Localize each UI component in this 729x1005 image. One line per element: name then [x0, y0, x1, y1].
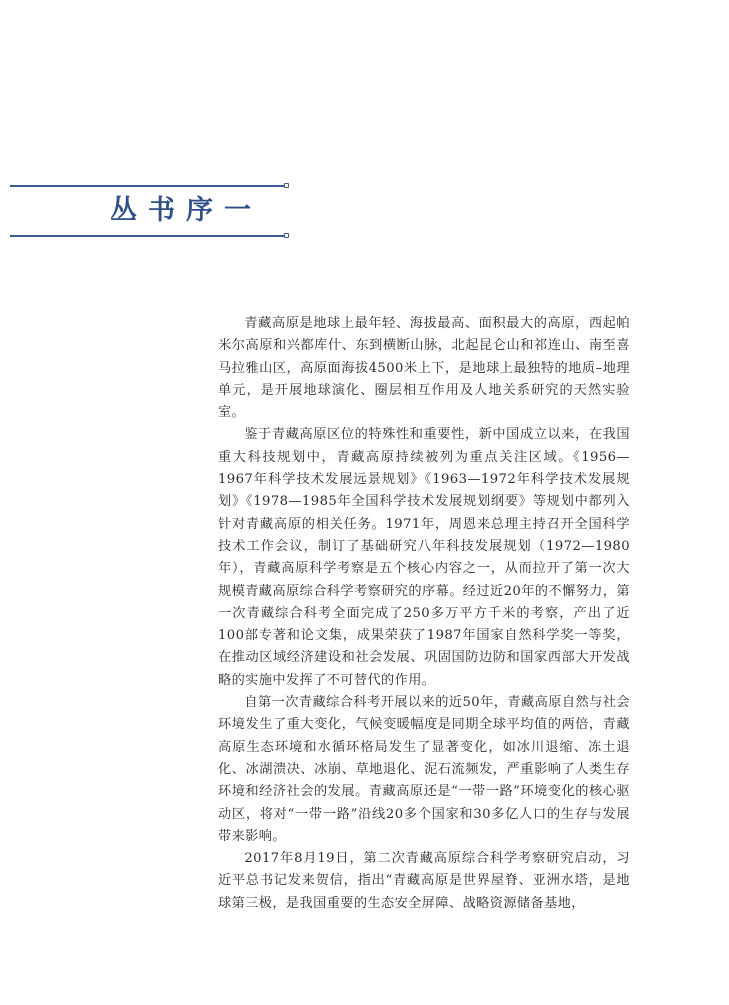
paragraph: 鉴于青藏高原区位的特殊性和重要性，新中国成立以来，在我国重大科技规划中，青藏高原持续被列为重点关注区域。《1956—1967年科学技术发展远景规划》《1963—1972年科学技术发展规划》《1978—1985年全国科学技术发展规划纲要》等规划中都列入针对青藏高原的相关任务。1971年，周恩来总理主持召开全国科学技术工作会议，制订了基础研究八年科技发展规划（1972—1980年），青藏高原科学考察是五个核心内容之一，从而拉开了第一次大规模青藏高原综合科学考察研究的序幕。经过近20年的不懈努力，第一次青藏综合科考全面完成了250多万平方千米的考察，产出了近100部专著和论文集，成果荣获了1987年国家自然科学奖一等奖，在推动区域经济建设和社会发展、巩固国防边防和国家西部大开发战略的实施中发挥了不可替代的作用。 [218, 427, 630, 688]
banner-bottom-rule [10, 235, 284, 237]
banner-top-rule [10, 185, 284, 187]
section-title: 丛书序一 [110, 195, 262, 226]
banner-bottom-rule-cap [284, 233, 289, 238]
section-banner [10, 182, 290, 240]
paragraph: 青藏高原是地球上最年轻、海拔最高、面积最大的高原，西起帕米尔高原和兴都库什、东到横断山脉，北起昆仑山和祁连山、南至喜马拉雅山区，高原面海拔4500米上下，是地球上最独特的地质–地理单元，是开展地球演化、圈层相互作用及人地关系研究的天然实验室。 [218, 316, 630, 421]
paragraph: 2017年8月19日，第二次青藏高原综合科学考察研究启动，习近平总书记发来贺信，指出“青藏高原是世界屋脊、亚洲水塔，是地球第三极，是我国重要的生态安全屏障、战略资源储备基地， [218, 851, 630, 911]
banner-top-rule-cap [284, 183, 289, 188]
body-text [218, 313, 630, 915]
paragraph: 自第一次青藏综合科考开展以来的近50年，青藏高原自然与社会环境发生了重大变化，气候变暖幅度是同期全球平均值的两倍，青藏高原生态环境和水循环格局发生了显著变化，如冰川退缩、冻土退化、冰湖溃决、冰崩、草地退化、泥石流频发，严重影响了人类生存环境和经济社会的发展。青藏高原还是“一带一路”环境变化的核心驱动区，将对“一带一路”沿线20多个国家和30多亿人口的生存与发展带来影响。 [218, 695, 630, 844]
